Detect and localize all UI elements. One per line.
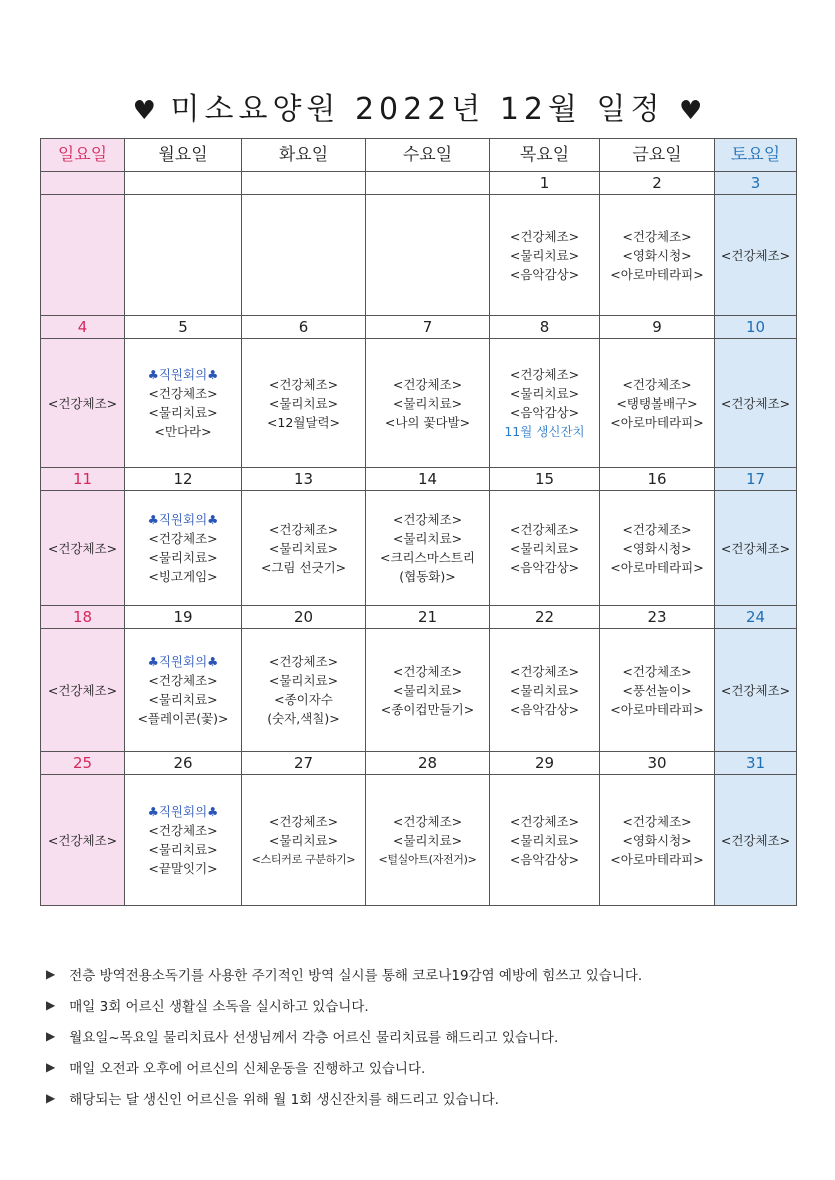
activity-item: <물리치료>: [148, 842, 218, 857]
activity-item: <영화시청>: [622, 247, 692, 263]
activity-item: <건강체조>: [268, 813, 339, 829]
activity-item: <물리치료>: [392, 531, 463, 546]
date-number: 13: [242, 468, 366, 491]
weekday-header-row: [41, 139, 797, 172]
activity-item: <건강체조>: [148, 531, 218, 546]
date-number: 16: [600, 468, 715, 491]
date-number: 11: [41, 468, 125, 491]
date-number: 18: [41, 606, 125, 629]
day-cell: [366, 775, 490, 906]
activity-item: <만다라>: [154, 424, 212, 439]
day-cell: [242, 195, 366, 316]
activity-item: <풍선놀이>: [622, 682, 692, 698]
activity-item: <건강체조>: [622, 521, 692, 537]
day-cell: [715, 339, 797, 468]
activity-item: <건강체조>: [622, 228, 692, 244]
day-cell: [490, 775, 600, 906]
date-number: 14: [366, 468, 490, 491]
activity-item: <아로마테라피>: [610, 559, 704, 575]
staff-meeting-label: ♣직원회의♣: [147, 804, 219, 819]
day-cell: [715, 629, 797, 752]
date-row: [41, 172, 797, 195]
activity-item: <나의 꽃다발>: [384, 414, 471, 430]
activity-item: <건강체조>: [392, 663, 463, 679]
note-text: 매일 3회 어르신 생활실 소독을 실시하고 있습니다.: [69, 998, 369, 1015]
activity-item: <건강체조>: [148, 386, 218, 401]
activity-item: <종이자수: [274, 692, 333, 707]
day-cell: [125, 339, 242, 468]
activity-item: <물리치료>: [509, 386, 580, 401]
page-title: [0, 84, 835, 128]
day-cell: [366, 491, 490, 606]
date-row: [41, 468, 797, 491]
activity-item: <음악감상>: [509, 559, 580, 575]
note-text: 해당되는 달 생신인 어르신을 위해 월 1회 생신잔치를 해드리고 있습니다.: [69, 1091, 499, 1108]
day-cell: [366, 339, 490, 468]
day-cell: [715, 775, 797, 906]
activity-row: [41, 339, 797, 468]
date-number: 25: [41, 752, 125, 775]
day-cell: [125, 195, 242, 316]
activity-item: <건강체조>: [47, 682, 118, 698]
note-item: [46, 1082, 816, 1113]
date-number: 27: [242, 752, 366, 775]
activity-item: <건강체조>: [47, 832, 118, 848]
date-number: 22: [490, 606, 600, 629]
date-number: 4: [41, 316, 125, 339]
activity-item: <크리스마스트리: [380, 550, 475, 565]
day-cell: [242, 629, 366, 752]
date-number: 17: [715, 468, 797, 491]
activity-item: <건강체조>: [392, 813, 463, 829]
date-number: 24: [715, 606, 797, 629]
day-cell: [125, 491, 242, 606]
date-number: 7: [366, 316, 490, 339]
arrow-bullet-icon: ▶: [46, 966, 56, 981]
activity-item: <건강체조>: [47, 540, 118, 556]
date-number: 23: [600, 606, 715, 629]
activity-item: <건강체조>: [622, 376, 692, 392]
weekday-header: 수요일: [366, 139, 490, 172]
day-cell: [600, 629, 715, 752]
activity-item: <아로마테라피>: [610, 851, 704, 867]
note-item: [46, 1020, 816, 1051]
date-number: 3: [715, 172, 797, 195]
activity-item: <건강체조>: [47, 395, 118, 411]
day-cell: [366, 195, 490, 316]
activity-item: <물리치료>: [268, 395, 339, 411]
heart-icon-right: ♥: [679, 96, 703, 126]
date-number: 28: [366, 752, 490, 775]
activity-item: <스티커로 구분하기>: [251, 852, 356, 866]
activity-item: <12월달력>: [266, 414, 341, 430]
day-cell: [41, 491, 125, 606]
activity-item: <건강체조>: [268, 376, 339, 392]
date-number: 10: [715, 316, 797, 339]
date-number: [242, 172, 366, 195]
note-item: [46, 1051, 816, 1082]
day-cell: [490, 491, 600, 606]
activity-item: <건강체조>: [720, 540, 791, 556]
date-row: [41, 752, 797, 775]
day-cell: [715, 195, 797, 316]
activity-item: <물리치료>: [268, 832, 339, 848]
activity-item: <건강체조>: [622, 813, 692, 829]
weekday-header: 금요일: [600, 139, 715, 172]
staff-meeting-label: ♣직원회의♣: [147, 512, 219, 527]
day-cell: [600, 491, 715, 606]
activity-item: <물리치료>: [148, 405, 218, 420]
date-number: 21: [366, 606, 490, 629]
date-number: [41, 172, 125, 195]
date-number: 6: [242, 316, 366, 339]
activity-item: <물리치료>: [148, 692, 218, 707]
activity-item: <건강체조>: [148, 673, 218, 688]
activity-item: <물리치료>: [509, 832, 580, 848]
note-item: [46, 989, 816, 1020]
activity-item: <건강체조>: [148, 823, 218, 838]
note-text: 전층 방역전용소독기를 사용한 주기적인 방역 실시를 통해 코로나19감염 예방에 힘쓰고 있습니다.: [69, 967, 643, 984]
activity-item: <플레이콘(꽃)>: [137, 711, 229, 726]
activity-item: <건강체조>: [392, 512, 463, 527]
arrow-bullet-icon: ▶: [46, 1028, 56, 1043]
day-cell: [490, 195, 600, 316]
date-row: [41, 316, 797, 339]
activity-item: <음악감상>: [509, 266, 580, 282]
activity-item: <아로마테라피>: [610, 414, 704, 430]
date-number: 1: [490, 172, 600, 195]
date-number: 19: [125, 606, 242, 629]
activity-item: <종이컵만들기>: [380, 701, 475, 717]
activity-item: <끝말잇기>: [148, 861, 218, 876]
day-cell: [125, 775, 242, 906]
activity-item: <물리치료>: [392, 682, 463, 698]
weekday-header: 목요일: [490, 139, 600, 172]
activity-item: <건강체조>: [720, 395, 791, 411]
activity-item: <건강체조>: [268, 654, 339, 669]
activity-item: <건강체조>: [509, 813, 580, 829]
activity-item: <물리치료>: [509, 682, 580, 698]
title-text: 미소요양원 2022년 12월 일정: [170, 92, 665, 127]
weekday-header: 토요일: [715, 139, 797, 172]
activity-item: <탱탱볼배구>: [616, 395, 698, 411]
date-number: [125, 172, 242, 195]
activity-row: [41, 491, 797, 606]
heart-icon-left: ♥: [132, 96, 156, 126]
activity-row: [41, 775, 797, 906]
note-text: 월요일~목요일 물리치료사 선생님께서 각층 어르신 물리치료를 해드리고 있습니다.: [69, 1029, 559, 1046]
date-number: 26: [125, 752, 242, 775]
day-cell: [41, 775, 125, 906]
activity-item: <건강체조>: [392, 376, 463, 392]
activity-row: [41, 195, 797, 316]
note-text: 매일 오전과 오후에 어르신의 신체운동을 진행하고 있습니다.: [69, 1060, 426, 1077]
day-cell: [242, 339, 366, 468]
day-cell: [600, 775, 715, 906]
staff-meeting-label: ♣직원회의♣: [147, 654, 219, 669]
day-cell: [366, 629, 490, 752]
day-cell: [715, 491, 797, 606]
day-cell: [600, 195, 715, 316]
date-number: 20: [242, 606, 366, 629]
date-number: [366, 172, 490, 195]
activity-item: (협동화)>: [399, 569, 456, 584]
activity-item: <건강체조>: [622, 663, 692, 679]
calendar-table: [40, 138, 797, 906]
note-item: [46, 958, 816, 989]
arrow-bullet-icon: ▶: [46, 1090, 56, 1105]
birthday-party-label: 11월 생신잔치: [504, 424, 585, 439]
date-number: 29: [490, 752, 600, 775]
activity-item: <건강체조>: [509, 521, 580, 537]
day-cell: [41, 339, 125, 468]
day-cell: [490, 629, 600, 752]
activity-item: <건강체조>: [509, 228, 580, 244]
activity-item: <건강체조>: [509, 663, 580, 679]
notes-list: [46, 958, 816, 1113]
activity-item: <건강체조>: [509, 367, 580, 382]
day-cell: [490, 339, 600, 468]
activity-item: <그림 선긋기>: [260, 559, 347, 575]
activity-row: [41, 629, 797, 752]
date-number: 12: [125, 468, 242, 491]
arrow-bullet-icon: ▶: [46, 997, 56, 1012]
activity-item: <영화시청>: [622, 540, 692, 556]
activity-item: <물리치료>: [268, 673, 339, 688]
date-number: 2: [600, 172, 715, 195]
activity-item: <빙고게임>: [148, 569, 218, 584]
staff-meeting-label: ♣직원회의♣: [147, 367, 219, 382]
weekday-header: 일요일: [41, 139, 125, 172]
date-number: 9: [600, 316, 715, 339]
activity-item: <물리치료>: [148, 550, 218, 565]
date-number: 8: [490, 316, 600, 339]
date-row: [41, 606, 797, 629]
day-cell: [41, 195, 125, 316]
activity-item: <물리치료>: [268, 540, 339, 556]
date-number: 15: [490, 468, 600, 491]
activity-item: <물리치료>: [509, 247, 580, 263]
day-cell: [41, 629, 125, 752]
activity-item: <건강체조>: [720, 682, 791, 698]
date-number: 5: [125, 316, 242, 339]
activity-item: <아로마테라피>: [610, 266, 704, 282]
activity-item: <건강체조>: [720, 247, 791, 263]
activity-item: <물리치료>: [392, 395, 463, 411]
day-cell: [125, 629, 242, 752]
activity-item: <건강체조>: [268, 521, 339, 537]
activity-item: <음악감상>: [509, 851, 580, 867]
activity-item: <음악감상>: [509, 701, 580, 717]
activity-item: (숫자,색칠)>: [267, 711, 340, 726]
day-cell: [242, 491, 366, 606]
activity-item: <음악감상>: [509, 405, 580, 420]
day-cell: [600, 339, 715, 468]
arrow-bullet-icon: ▶: [46, 1059, 56, 1074]
day-cell: [242, 775, 366, 906]
activity-item: <아로마테라피>: [610, 701, 704, 717]
activity-item: <물리치료>: [509, 540, 580, 556]
activity-item: <물리치료>: [392, 832, 463, 848]
date-number: 31: [715, 752, 797, 775]
activity-item: <건강체조>: [720, 832, 791, 848]
weekday-header: 화요일: [242, 139, 366, 172]
activity-item: <털실아트(자전거)>: [378, 852, 477, 866]
weekday-header: 월요일: [125, 139, 242, 172]
date-number: 30: [600, 752, 715, 775]
activity-item: <영화시청>: [622, 832, 692, 848]
